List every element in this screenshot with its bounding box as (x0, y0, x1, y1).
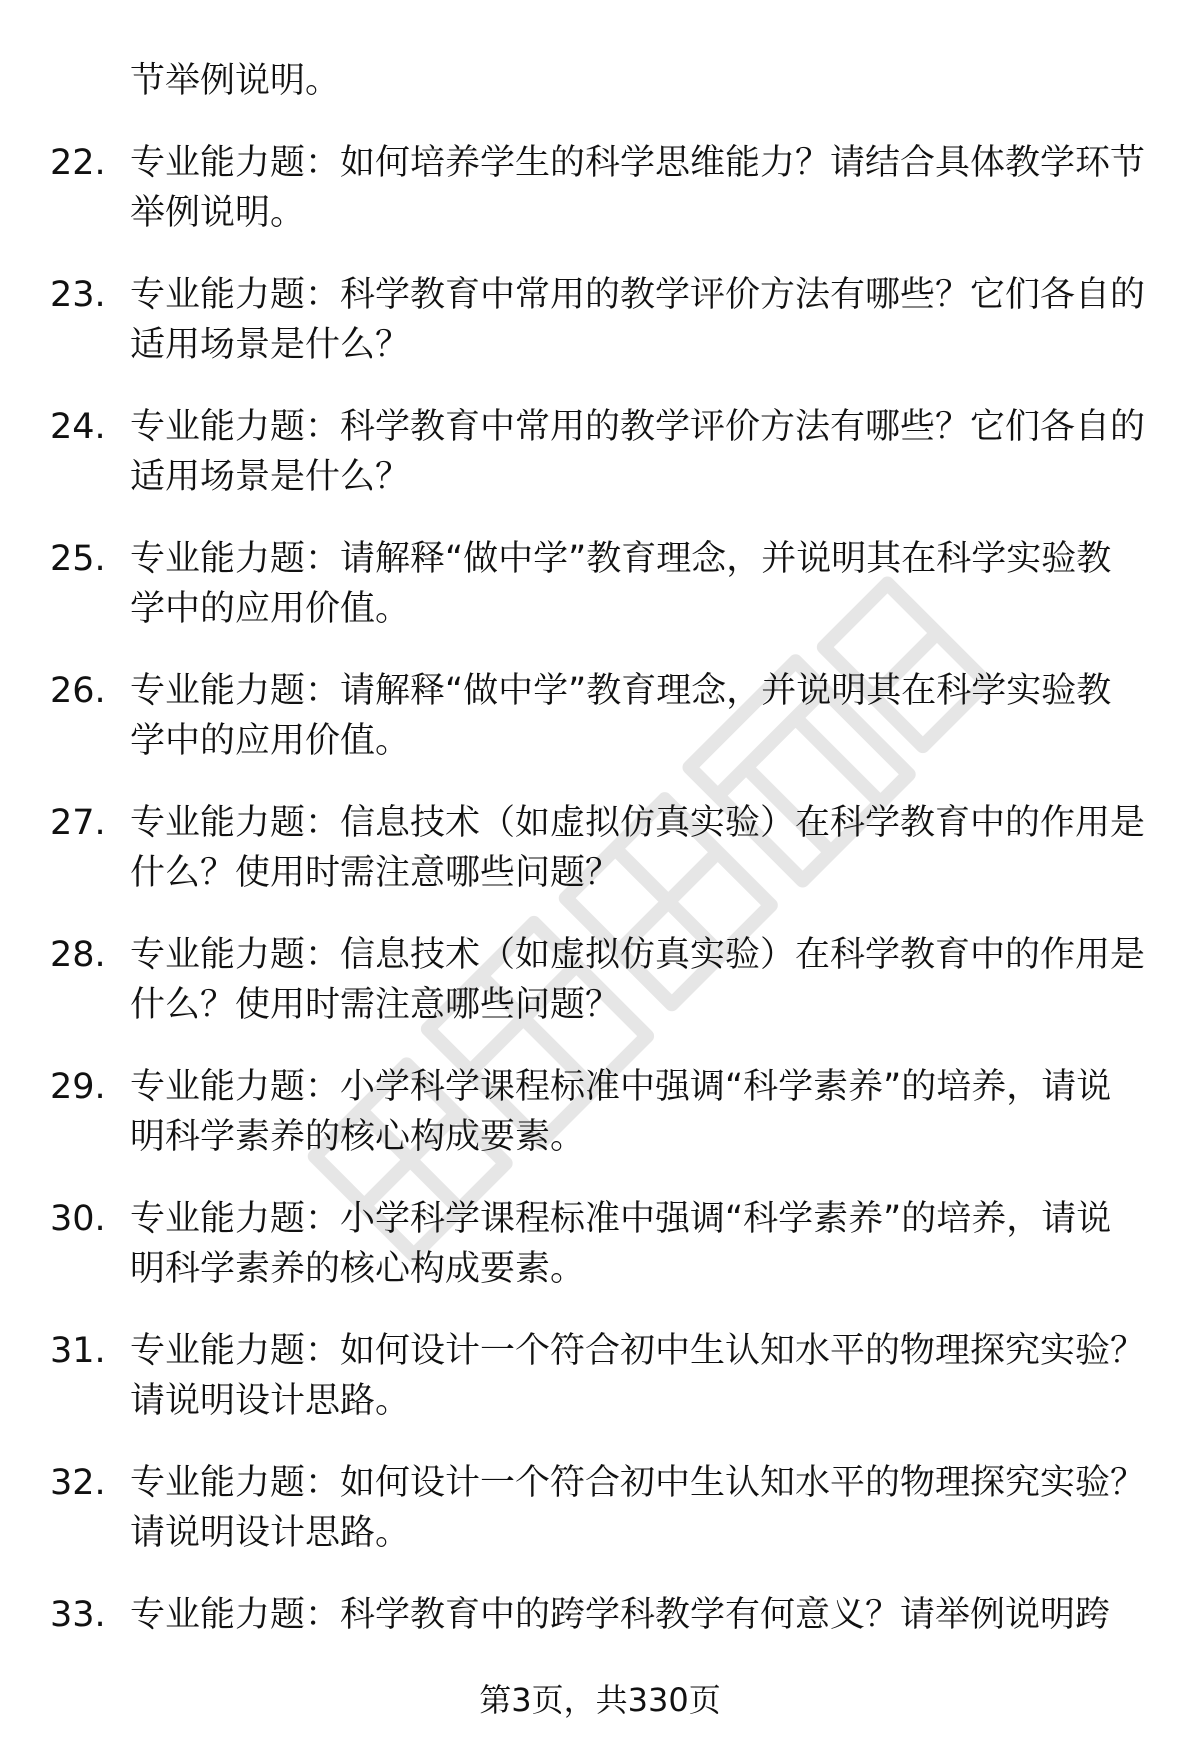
item-number: 25. (50, 539, 106, 579)
item-text: 专业能力题：请解释“做中学”教育理念，并说明其在科学实验教学中的应用价值。 (130, 539, 1112, 629)
item-text: 专业能力题：信息技术（如虚拟仿真实验）在科学教育中的作用是什么？使用时需注意哪些问题？ (130, 803, 1146, 893)
list-item (50, 930, 1146, 1030)
list-item (50, 1458, 1146, 1558)
list-item (50, 1062, 1140, 1162)
item-number: 33. (50, 1595, 106, 1635)
item-number: 23. (50, 275, 106, 315)
item-number: 29. (50, 1067, 106, 1107)
item-text: 专业能力题：如何设计一个符合初中生认知水平的物理探究实验？请说明设计思路。 (130, 1463, 1146, 1553)
item-text: 专业能力题：信息技术（如虚拟仿真实验）在科学教育中的作用是什么？使用时需注意哪些问题？ (130, 935, 1146, 1025)
item-number: 28. (50, 935, 106, 975)
item-number: 26. (50, 671, 106, 711)
item-number: 27. (50, 803, 106, 843)
item-number: 24. (50, 407, 106, 447)
list-item (50, 138, 1146, 238)
list-item (50, 534, 1140, 634)
item-number: 31. (50, 1331, 106, 1371)
list-item (50, 798, 1146, 898)
question-list (50, 56, 1146, 1640)
list-item (50, 1326, 1146, 1426)
list-item (50, 666, 1140, 766)
page-footer: 第3页，共330页 (479, 1681, 721, 1719)
item-number: 32. (50, 1463, 106, 1503)
item-text: 专业能力题：科学教育中常用的教学评价方法有哪些？它们各自的适用场景是什么？ (130, 407, 1146, 497)
item-number: 22. (50, 143, 106, 183)
item-text: 专业能力题：小学科学课程标准中强调“科学素养”的培养，请说明科学素养的核心构成要素。 (130, 1067, 1112, 1157)
item-text: 专业能力题：科学教育中常用的教学评价方法有哪些？它们各自的适用场景是什么？ (130, 275, 1146, 365)
item-number: 30. (50, 1199, 106, 1239)
continuation-text: 节举例说明。 (130, 61, 341, 101)
item-text: 专业能力题：如何设计一个符合初中生认知水平的物理探究实验？请说明设计思路。 (130, 1331, 1146, 1421)
list-item (50, 402, 1146, 502)
item-text: 专业能力题：科学教育中的跨学科教学有何意义？请举例说明跨 (130, 1595, 1111, 1635)
list-item (50, 1194, 1140, 1294)
item-text: 专业能力题：如何培养学生的科学思维能力？请结合具体教学环节举例说明。 (130, 143, 1146, 233)
list-item (50, 270, 1146, 370)
item-text: 专业能力题：请解释“做中学”教育理念，并说明其在科学实验教学中的应用价值。 (130, 671, 1112, 761)
list-item (50, 1590, 1140, 1640)
item-text: 专业能力题：小学科学课程标准中强调“科学素养”的培养，请说明科学素养的核心构成要素。 (130, 1199, 1112, 1289)
